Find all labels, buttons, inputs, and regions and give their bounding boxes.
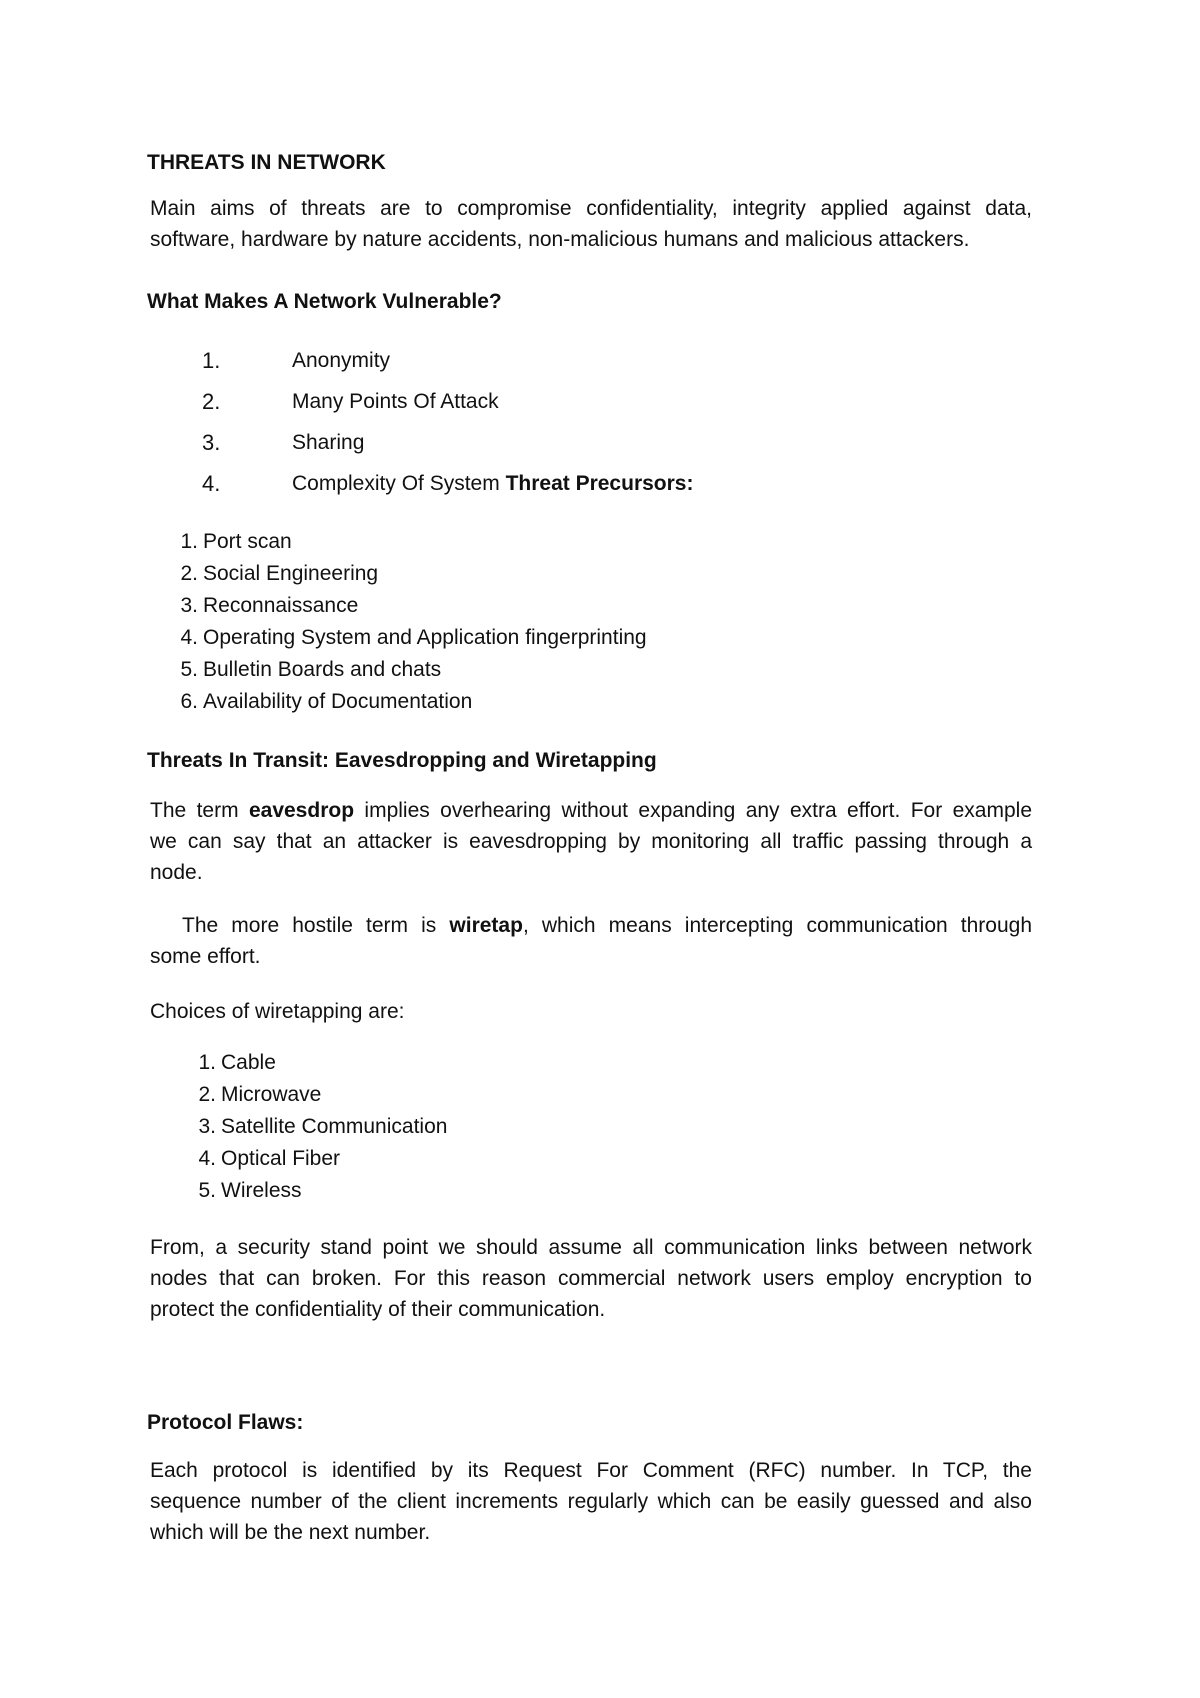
intro-line-1: Main aims of threats are to compromise confidentiality, integrity applied against data, — [150, 197, 1032, 220]
list-text: Microwave — [221, 1083, 322, 1106]
list-number: 3. — [202, 430, 221, 455]
list-item — [198, 1079, 447, 1111]
intro-line-2: software, hardware by nature accidents, non-malicious humans and malicious attackers. — [150, 228, 970, 251]
list-item — [198, 1175, 447, 1207]
list-item — [180, 622, 647, 654]
vulnerable-heading: What Makes A Network Vulnerable? — [147, 290, 502, 313]
wiretap-paragraph — [150, 910, 1032, 972]
list-number: 1. — [198, 1051, 216, 1074]
list-item — [198, 1111, 448, 1143]
precursors-heading: Threat Precursors: — [505, 472, 694, 495]
list-number: 1. — [202, 348, 221, 373]
document-title: THREATS IN NETWORK — [147, 151, 386, 174]
eavesdrop-line-3: node. — [150, 861, 203, 884]
list-number: 1. — [180, 530, 198, 553]
protocol-heading: Protocol Flaws: — [147, 1411, 304, 1434]
list-item — [180, 654, 647, 686]
list-text: Many Points Of Attack — [292, 390, 499, 413]
list-text: Wireless — [221, 1179, 302, 1202]
list-text: Bulletin Boards and chats — [203, 658, 442, 681]
security-line-1: From, a security stand point we should assume all communication links between network — [150, 1236, 1032, 1259]
eavesdrop-line-2: we can say that an attacker is eavesdropping by monitoring all traffic passing through a — [150, 830, 1032, 853]
list-item — [180, 590, 647, 622]
list-number: 5. — [198, 1179, 216, 1202]
eavesdrop-paragraph — [150, 795, 1032, 888]
list-number: 4. — [180, 626, 198, 649]
precursors-list — [180, 526, 647, 718]
list-number: 3. — [198, 1115, 216, 1138]
security-line-2: nodes that can broken. For this reason commercial network users employ encryption to — [150, 1267, 1032, 1290]
intro-paragraph — [150, 193, 1032, 255]
list-text: Sharing — [292, 431, 365, 454]
list-text: Availability of Documentation — [203, 690, 473, 713]
eavesdrop-text-post: implies overhearing without expanding any extra effort. For example — [354, 799, 1032, 822]
wiretap-term: wiretap — [449, 914, 523, 937]
list-text: Reconnaissance — [203, 594, 359, 617]
eavesdrop-term: eavesdrop — [248, 799, 355, 822]
list-text-wrap — [292, 463, 693, 504]
list-item — [180, 558, 647, 590]
list-number: 5. — [180, 658, 198, 681]
wiretap-text-pre: The more hostile term is — [182, 914, 450, 937]
list-item — [180, 526, 647, 558]
eavesdrop-line-1 — [150, 795, 1032, 826]
security-paragraph — [150, 1232, 1032, 1325]
list-number: 2. — [202, 389, 221, 414]
list-text: Satellite Communication — [221, 1115, 448, 1138]
list-text: Complexity Of System — [292, 472, 500, 495]
list-item — [180, 686, 647, 718]
list-text: Anonymity — [292, 349, 391, 372]
security-line-3: protect the confidentiality of their communication. — [150, 1298, 606, 1321]
choices-intro: Choices of wiretapping are: — [150, 1000, 405, 1023]
wiretap-choices-list — [198, 1047, 448, 1207]
list-text: Cable — [221, 1051, 276, 1074]
protocol-line-1: Each protocol is identified by its Request For Comment (RFC) number. In TCP, the — [150, 1459, 1032, 1482]
list-text: Port scan — [203, 530, 292, 553]
protocol-line-2: sequence number of the client increments regularly which can be easily guessed and also — [150, 1490, 1032, 1513]
list-number: 4. — [202, 471, 221, 496]
list-number: 2. — [180, 562, 198, 585]
list-number: 6. — [180, 690, 198, 713]
list-text: Social Engineering — [203, 562, 379, 585]
wiretap-line-2: some effort. — [150, 945, 261, 968]
list-number: 2. — [198, 1083, 216, 1106]
wiretap-text-post: , which means intercepting communication through — [522, 914, 1033, 937]
wiretap-line-1 — [150, 910, 1032, 941]
protocol-line-3: which will be the next number. — [150, 1521, 431, 1544]
list-text: Optical Fiber — [221, 1147, 341, 1170]
list-item — [198, 1143, 447, 1175]
eavesdrop-text-pre: The term — [150, 799, 249, 822]
list-text: Operating System and Application fingerprinting — [203, 626, 647, 649]
list-item — [198, 1047, 447, 1079]
list-number: 3. — [180, 594, 198, 617]
protocol-paragraph — [150, 1455, 1032, 1548]
transit-heading: Threats In Transit: Eavesdropping and Wiretapping — [147, 749, 657, 772]
list-number: 4. — [198, 1147, 216, 1170]
